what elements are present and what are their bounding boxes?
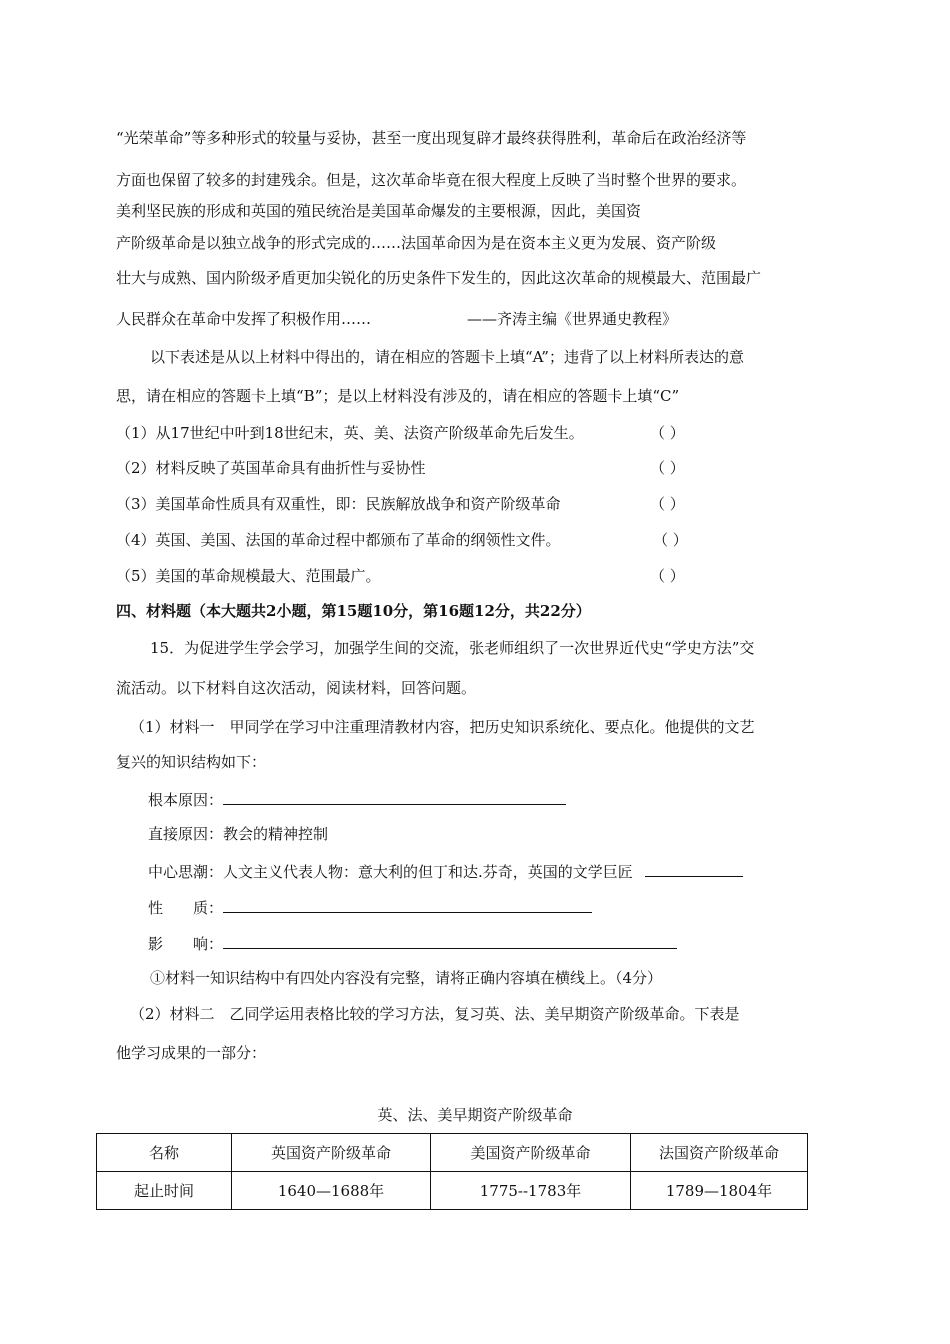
material-line-5: 壮大与成熟、国内阶级矛盾更加尖锐化的历史条件下发生的，因此这次革命的规模最大、范围最广 bbox=[116, 269, 762, 287]
table-cell: 1640—1688年 bbox=[232, 1172, 431, 1210]
table-cell: 起止时间 bbox=[97, 1172, 232, 1210]
influence-label: 影 响： bbox=[148, 935, 224, 953]
judgment-2-answer-slot: （ ） bbox=[650, 459, 685, 477]
table-header-cell: 名称 bbox=[97, 1134, 232, 1172]
judgment-5-answer-slot: （ ） bbox=[650, 567, 685, 585]
direct-cause: 直接原因：教会的精神控制 bbox=[148, 825, 329, 843]
table-cell: 1789—1804年 bbox=[631, 1172, 808, 1210]
table-cell: 1775--1783年 bbox=[431, 1172, 631, 1210]
root-cause-row bbox=[148, 788, 566, 810]
judgment-2: （2）材料反映了英国革命具有曲折性与妥协性 bbox=[116, 459, 426, 477]
instruction-line-1: 以下表述是从以上材料中得出的，请在相应的答题卡上填“A”；违背了以上材料所表达的意 bbox=[150, 348, 744, 366]
nature-row bbox=[148, 896, 592, 918]
table-row bbox=[97, 1172, 808, 1210]
instruction-line-2: 思，请在相应的答题卡上填“B”；是以上材料没有涉及的，请在相应的答题卡上填“C” bbox=[116, 387, 680, 405]
nature-blank[interactable] bbox=[223, 896, 592, 913]
material-1-line-1: （1）材料一 甲同学在学习中注重理清教材内容，把历史知识系统化、要点化。他提供的文艺 bbox=[130, 718, 755, 736]
judgment-3-answer-slot: （ ） bbox=[650, 495, 685, 513]
center-trend-text: 中心思潮：人文主义代表人物：意大利的但丁和达.芬奇，英国的文学巨匠 bbox=[148, 863, 633, 881]
influence-blank[interactable] bbox=[223, 932, 677, 949]
judgment-1-answer-slot: （ ） bbox=[650, 424, 685, 442]
material-line-2: 方面也保留了较多的封建残余。但是，这次革命毕竟在很大程度上反映了当时整个世界的要求。 bbox=[116, 171, 747, 189]
table-header-cell: 美国资产阶级革命 bbox=[431, 1134, 631, 1172]
task-1: ①材料一知识结构中有四处内容没有完整，请将正确内容填在横线上。（4分） bbox=[150, 969, 663, 987]
root-cause-blank[interactable] bbox=[223, 788, 566, 805]
material-line-4: 产阶级革命是以独立战争的形式完成的……法国革命因为是在资本主义更为发展、资产阶级 bbox=[116, 234, 717, 252]
q15-intro-line-2: 流活动。以下材料自这次活动，阅读材料，回答问题。 bbox=[116, 679, 477, 697]
influence-row bbox=[148, 932, 677, 954]
table-caption: 英、法、美早期资产阶级革命 bbox=[377, 1106, 573, 1124]
material-line-1: “光荣革命”等多种形式的较量与妥协，甚至一度出现复辟才最终获得胜利，革命后在政治经济等 bbox=[116, 129, 747, 147]
table-header-cell: 法国资产阶级革命 bbox=[631, 1134, 808, 1172]
judgment-5: （5）美国的革命规模最大、范围最广。 bbox=[116, 567, 381, 585]
material-2-line-2: 他学习成果的一部分： bbox=[116, 1044, 267, 1062]
material-line-6: 人民群众在革命中发挥了积极作用…… bbox=[116, 310, 372, 328]
literary-giant-blank[interactable] bbox=[645, 860, 743, 877]
judgment-1: （1）从17世纪中叶到18世纪末，英、美、法资产阶级革命先后发生。 bbox=[116, 424, 584, 442]
judgment-4-answer-slot: （ ） bbox=[653, 531, 688, 549]
center-trend-row bbox=[148, 860, 743, 882]
table-header-row bbox=[97, 1134, 808, 1172]
judgment-3: （3）美国革命性质具有双重性，即：民族解放战争和资产阶级革命 bbox=[116, 495, 561, 513]
material-1-line-2: 复兴的知识结构如下： bbox=[116, 753, 267, 771]
material-source: ——齐涛主编《世界通史教程》 bbox=[467, 310, 678, 328]
material-line-3: 美利坚民族的形成和英国的殖民统治是美国革命爆发的主要根源，因此，美国资 bbox=[116, 202, 642, 220]
q15-intro-line-1: 15．为促进学生学会学习，加强学生间的交流，张老师组织了一次世界近代史“学史方法”交 bbox=[150, 639, 755, 657]
table-header-cell: 英国资产阶级革命 bbox=[232, 1134, 431, 1172]
nature-label: 性 质： bbox=[148, 899, 224, 917]
section-heading: 四、材料题（本大题共2小题，第15题10分，第16题12分，共22分） bbox=[116, 602, 591, 620]
judgment-4: （4）英国、美国、法国的革命过程中都颁布了革命的纲领性文件。 bbox=[116, 531, 561, 549]
root-cause-label: 根本原因： bbox=[148, 791, 224, 809]
material-2-line-1: （2）材料二 乙同学运用表格比较的学习方法，复习英、法、美早期资产阶级革命。下表是 bbox=[130, 1005, 740, 1023]
revolution-comparison-table bbox=[96, 1133, 808, 1210]
